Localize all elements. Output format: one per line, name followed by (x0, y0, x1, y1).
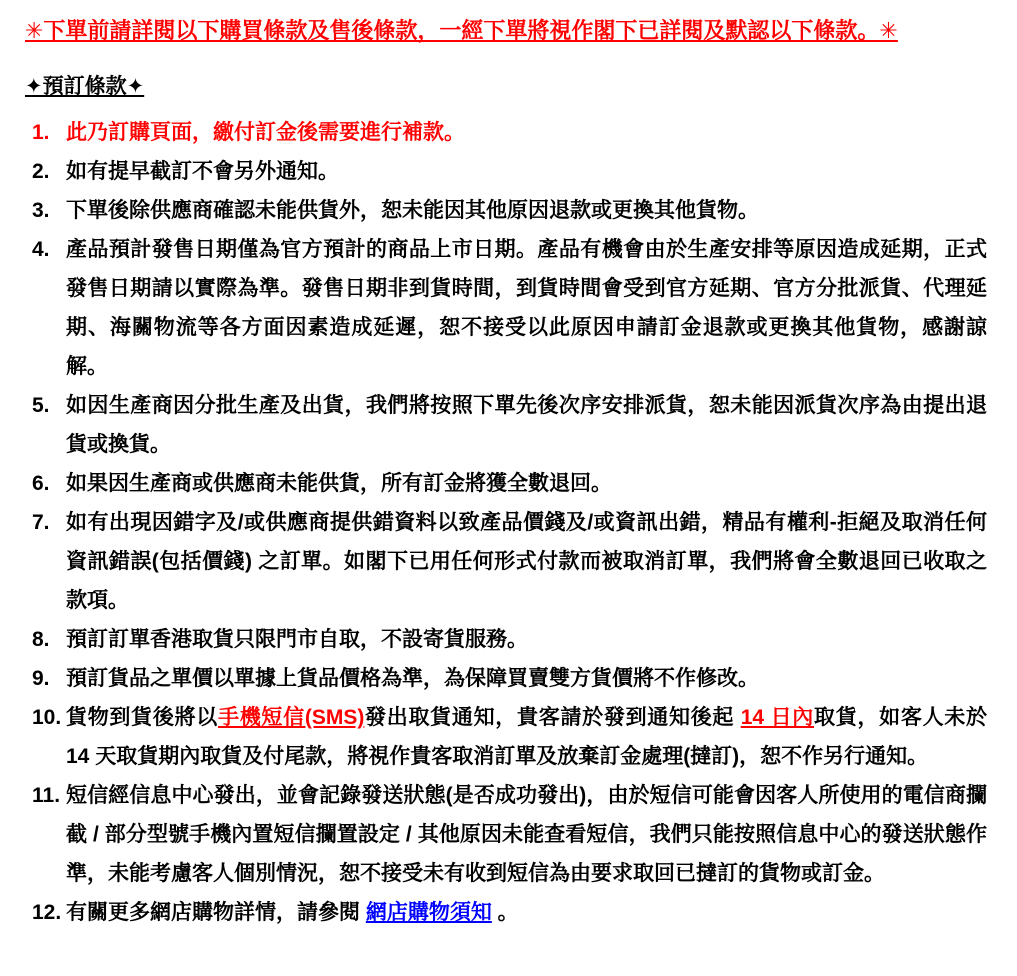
term-text-segment: 取貨，如客人未於 14 天取貨期內取貨及付尾款，將視作貴客取消訂單及放棄訂金處理(撻訂)，恕不作另行通知。 (66, 706, 987, 768)
term-item (25, 698, 987, 776)
terms-list (25, 113, 987, 932)
term-text-segment: 如有提早截訂不會另外通知。 (66, 160, 339, 183)
term-text (66, 706, 987, 768)
term-text-segment: 如果因生產商或供應商未能供貨，所有訂金將獲全數退回。 (66, 472, 612, 495)
term-item (25, 893, 987, 932)
term-number: 3. (32, 199, 50, 222)
shop-guide-link[interactable]: 網店購物須知 (365, 901, 492, 924)
term-number: 4. (32, 238, 50, 261)
term-item (25, 230, 987, 386)
term-text-segment: 有關更多網店購物詳情，請參閱 (66, 901, 366, 924)
term-text-segment: 預訂訂單香港取貨只限門市自取，不設寄貨服務。 (66, 628, 528, 651)
term-text-segment: 如因生產商因分批生產及出貨，我們將按照下單先後次序安排派貨，恕未能因派貨次序為由提出退貨或換貨。 (66, 394, 987, 456)
term-number: 8. (32, 628, 50, 651)
term-number: 11. (32, 784, 61, 807)
highlighted-red-text: 手機短信(SMS) (217, 706, 365, 729)
term-text (66, 121, 465, 144)
term-text-segment: 如有出現因錯字及/或供應商提供錯資料以致產品價錢及/或資訊出錯，精品有權利-拒絕及取消任何資訊錯誤(包括價錢) 之訂單。如閣下已用任何形式付款而被取消訂單，我們將會全數退回已收取之款項。 (66, 511, 987, 612)
term-number: 10. (32, 706, 62, 729)
term-number: 12. (32, 901, 62, 924)
term-number: 2. (32, 160, 50, 183)
term-item (25, 776, 987, 893)
term-text-segment: 短信經信息中心發出，並會記錄發送狀態(是否成功發出)，由於短信可能會因客人所使用的電信商攔截 / 部分型號手機內置短信攔置設定 / 其他原因未能查看短信，我們只能按照信息中心的發送狀態作準，未能考慮客人個別情況，恕不接受未有收到短信為由要求取回已撻訂的貨物或訂金。 (66, 784, 987, 885)
term-text (66, 472, 612, 495)
term-item (25, 464, 987, 503)
term-item (25, 659, 987, 698)
highlighted-red-text: 14 日內 (740, 706, 815, 729)
preorder-warning-banner: ✳下單前請詳閱以下購買條款及售後條款，一經下單將視作閣下已詳閱及默認以下條款。✳ (25, 18, 898, 43)
term-text (66, 667, 759, 690)
term-item (25, 503, 987, 620)
section-title-preorder-terms: ✦預訂條款✦ (25, 75, 145, 98)
term-text (66, 394, 987, 456)
term-text (66, 511, 987, 612)
term-number: 9. (32, 667, 50, 690)
term-text-segment: 預訂貨品之單價以單據上貨品價格為準，為保障買賣雙方貨價將不作修改。 (66, 667, 759, 690)
term-text (66, 784, 987, 885)
term-text-segment: 。 (491, 901, 519, 924)
term-text-segment: 發出取貨通知，貴客請於發到通知後起 (364, 706, 741, 729)
term-item (25, 191, 987, 230)
term-item (25, 152, 987, 191)
term-item (25, 386, 987, 464)
term-text (66, 199, 759, 222)
term-text-segment: 產品預計發售日期僅為官方預計的商品上市日期。產品有機會由於生產安排等原因造成延期，正式發售日期請以實際為準。發售日期非到貨時間，到貨時間會受到官方延期、官方分批派貨、代理延期、海關物流等各方面因素造成延遲，恕不接受以此原因申請訂金退款或更換其他貨物，感謝諒解。 (66, 238, 987, 378)
term-item (25, 620, 987, 659)
term-number: 6. (32, 472, 50, 495)
term-text (66, 901, 519, 924)
term-text-segment: 此乃訂購頁面，繳付訂金後需要進行補款。 (66, 121, 465, 144)
term-number: 1. (32, 121, 50, 144)
term-text (66, 628, 528, 651)
term-number: 5. (32, 394, 50, 417)
term-number: 7. (32, 511, 50, 534)
term-text-segment: 貨物到貨後將以 (66, 706, 218, 729)
term-text (66, 160, 339, 183)
term-item (25, 113, 987, 152)
term-text (66, 238, 987, 378)
term-text-segment: 下單後除供應商確認未能供貨外，恕未能因其他原因退款或更換其他貨物。 (66, 199, 759, 222)
